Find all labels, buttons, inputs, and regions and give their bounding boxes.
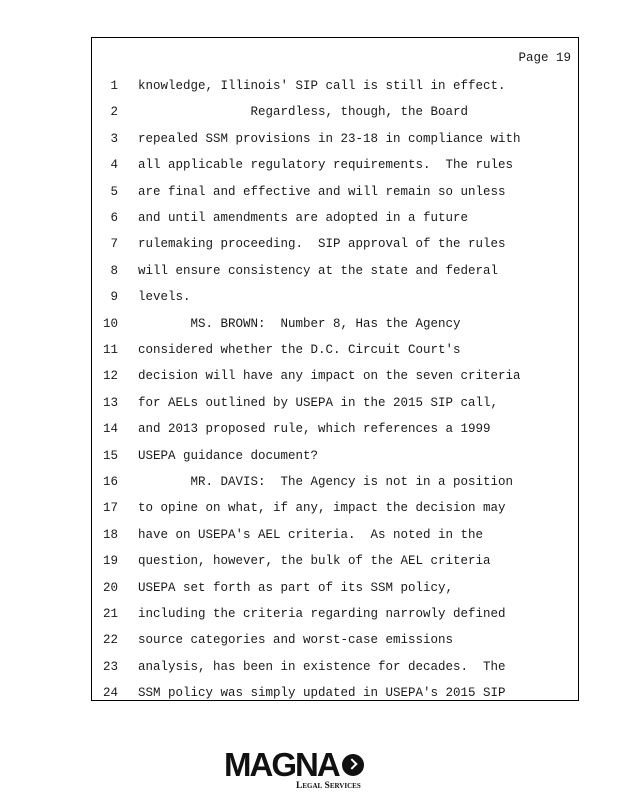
line-number: 12 [102,369,118,384]
transcript-line [92,630,578,650]
line-number: 7 [110,237,118,252]
line-number: 21 [102,607,118,621]
line-number: 18 [102,527,118,542]
line-number: 17 [102,501,118,516]
transcript-line [92,498,578,518]
line-text: will ensure consistency at the state and federal [138,263,499,278]
line-number: 10 [102,316,118,331]
transcript-line [92,314,578,334]
transcript-line [92,366,578,386]
line-number: 19 [102,554,118,569]
line-number: 24 [102,686,118,701]
line-text: and until amendments are adopted in a future [138,211,469,225]
transcript-line [92,129,578,149]
line-number: 23 [102,659,118,674]
line-number: 13 [102,395,118,410]
transcript-line [92,393,578,413]
line-text: knowledge, Illinois' SIP call is still in effect. [138,79,506,93]
line-text: USEPA set forth as part of its SSM policy, [138,580,454,595]
line-text: for AELs outlined by USEPA in the 2015 SIP call, [138,395,499,410]
line-text: repealed SSM provisions in 23-18 in compliance with [138,131,521,146]
transcript-line [92,261,578,281]
line-text: are final and effective and will remain so unless [138,184,506,199]
line-number: 1 [110,79,118,93]
logo-text: MAGNA [224,746,339,783]
line-number: 4 [110,158,118,173]
line-text: including the criteria regarding narrowly defined [138,607,506,621]
line-text: considered whether the D.C. Circuit Court's [138,343,461,357]
line-number: 6 [110,211,118,225]
line-number: 9 [110,290,118,305]
line-text: analysis, has been in existence for decades. The [138,659,506,674]
logo-arrow-icon [342,754,364,776]
transcript-line [92,102,578,122]
page-number: Page 19 [518,51,571,65]
transcript-line [92,419,578,439]
transcript-line [92,76,578,96]
line-text: question, however, the bulk of the AEL criteria [138,554,491,569]
transcript-line [92,340,578,360]
logo-wordmark [224,748,364,782]
line-text: Regardless, though, the Board [138,105,469,120]
transcript-line [92,208,578,228]
transcript-line [92,578,578,598]
line-text: SSM policy was simply updated in USEPA's 2015 SIP [138,686,506,701]
line-number: 3 [110,131,118,146]
transcript-line [92,683,578,703]
transcript-line [92,604,578,624]
line-text: MR. DAVIS: The Agency is not in a position [138,475,514,489]
line-text: source categories and worst-case emissions [138,633,454,648]
transcript-line [92,472,578,492]
line-number: 14 [102,422,118,437]
line-text: rulemaking proceeding. SIP approval of the rules [138,237,506,252]
line-number: 2 [110,105,118,120]
line-text: to opine on what, if any, impact the decision may [138,501,506,516]
transcript-line [92,287,578,307]
line-number: 15 [102,448,118,463]
transcript-line [92,525,578,545]
transcript-line [92,551,578,571]
line-number: 11 [102,343,118,357]
line-number: 16 [102,475,118,489]
line-text: levels. [138,290,191,305]
transcript-line [92,234,578,254]
transcript-line [92,446,578,466]
line-text: all applicable regulatory requirements. The rules [138,158,514,173]
line-text: have on USEPA's AEL criteria. As noted in the [138,527,484,542]
transcript-line [92,657,578,677]
line-number: 20 [102,580,118,595]
magna-legal-services-logo [224,748,394,792]
line-number: 5 [110,184,118,199]
line-text: and 2013 proposed rule, which references a 1999 [138,422,491,437]
transcript-line [92,155,578,175]
line-text: USEPA guidance document? [138,448,319,463]
line-text: decision will have any impact on the seven criteria [138,369,521,384]
logo-subtitle: Legal Services [296,781,361,791]
line-number: 8 [110,263,118,278]
line-text: MS. BROWN: Number 8, Has the Agency [138,316,461,331]
transcript-line [92,182,578,202]
transcript-page [91,37,579,701]
line-number: 22 [102,633,118,648]
